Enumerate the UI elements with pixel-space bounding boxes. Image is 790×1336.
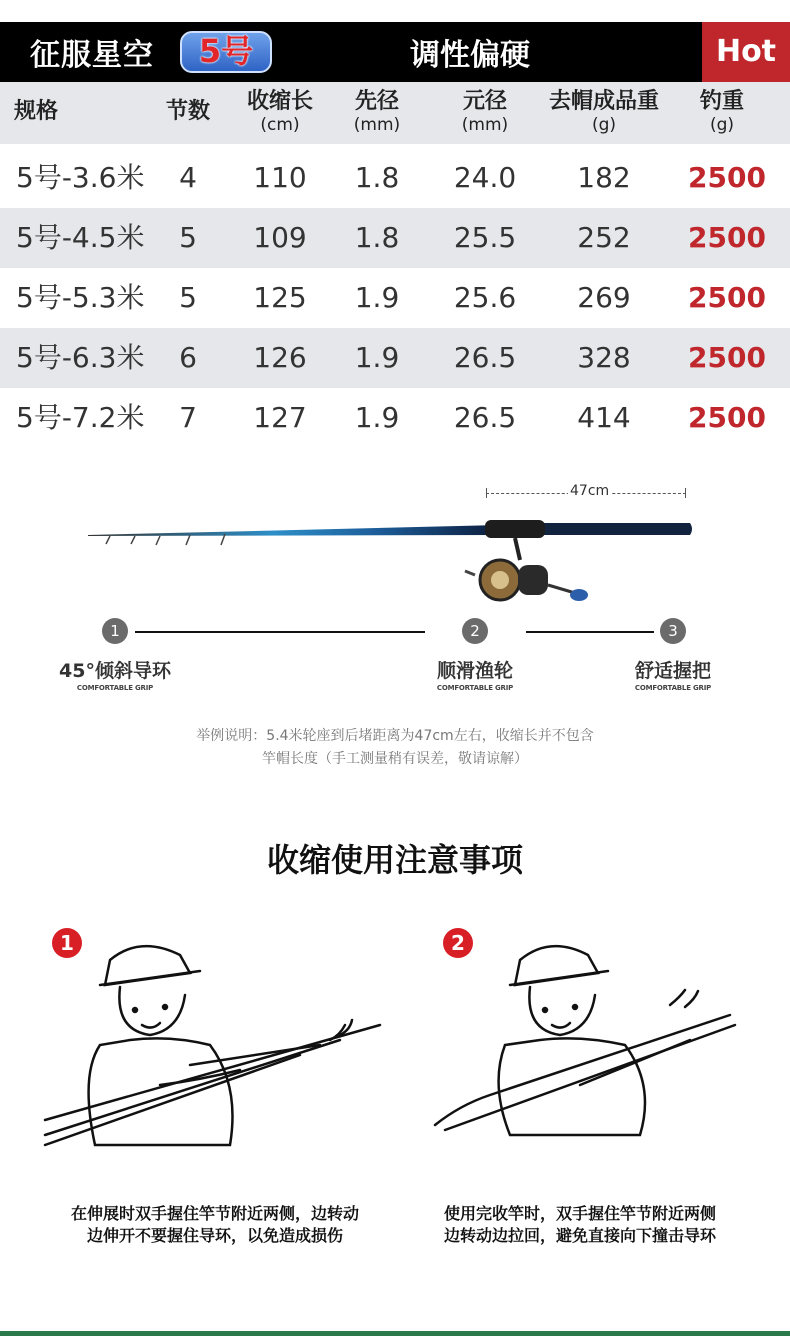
cell-sections: 5	[179, 281, 197, 314]
cell-butt: 25.6	[453, 281, 517, 314]
cell-sections: 6	[179, 341, 197, 374]
cell-spec: 5号-6.3米	[16, 341, 145, 374]
cell-load: 2500	[688, 221, 766, 254]
cell-weight: 328	[577, 341, 631, 374]
col-header-sections: 节数	[165, 99, 210, 124]
step-badge-2: 2	[443, 928, 473, 958]
step-badge-1: 1	[52, 928, 82, 958]
illustration-retracting-rod	[430, 935, 750, 1160]
table-row	[0, 208, 790, 268]
cell-tip: 1.9	[354, 281, 400, 314]
feature-handle: 舒适握把 COMFORTABLE GRIP	[634, 660, 712, 692]
cell-load: 2500	[688, 341, 766, 374]
cell-load: 2500	[688, 401, 766, 434]
hot-badge	[702, 22, 790, 82]
col-header-length: 收缩长 (cm)	[246, 89, 313, 135]
model-badge	[180, 31, 272, 73]
cell-length: 109	[253, 221, 307, 254]
cell-tip: 1.9	[354, 341, 400, 374]
cell-length: 125	[253, 281, 307, 314]
cell-load: 2500	[688, 281, 766, 314]
feature-marker-2: 2	[462, 618, 488, 644]
table-row	[0, 388, 790, 448]
cell-weight: 182	[577, 161, 631, 194]
cell-butt: 26.5	[453, 341, 517, 374]
col-header-tip: 先径 (mm)	[353, 89, 401, 135]
table-row	[0, 328, 790, 388]
cell-weight: 269	[577, 281, 631, 314]
model-label: 5号	[198, 32, 254, 70]
product-title: 征服星空	[30, 38, 154, 73]
rod-illustration	[80, 505, 700, 615]
cell-spec: 5号-3.6米	[16, 161, 145, 194]
measurement-note: 举例说明：5.4米轮座到后堵距离为47cm左右，收缩长并不包含 竿帽长度（手工测量稍有误差，敬请谅解）	[196, 728, 594, 767]
feature-guide-ring: 45°倾斜导环 COMFORTABLE GRIP	[59, 660, 171, 692]
cell-sections: 4	[179, 161, 197, 194]
table-header	[0, 82, 790, 144]
cell-weight: 414	[577, 401, 631, 434]
cell-length: 127	[253, 401, 307, 434]
col-header-weight: 去帽成品重 (g)	[548, 89, 659, 135]
cell-sections: 7	[179, 401, 197, 434]
cell-tip: 1.8	[354, 221, 400, 254]
cell-butt: 24.0	[453, 161, 517, 194]
step-caption-1: 在伸展时双手握住竿节附近两侧，边转动 边伸开不要握住导环，以免造成损伤	[70, 1204, 359, 1245]
cell-tip: 1.9	[354, 401, 400, 434]
cell-spec: 5号-5.3米	[16, 281, 145, 314]
cell-spec: 5号-7.2米	[16, 401, 145, 434]
marker-line-1	[135, 631, 425, 633]
cell-butt: 26.5	[453, 401, 517, 434]
length-measure	[486, 483, 686, 500]
cell-butt: 25.5	[453, 221, 517, 254]
marker-line-2	[526, 631, 654, 633]
col-header-load: 钓重 (g)	[699, 89, 744, 135]
cell-length: 126	[253, 341, 307, 374]
cell-sections: 5	[179, 221, 197, 254]
hot-label: Hot	[715, 34, 777, 69]
cell-tip: 1.8	[354, 161, 400, 194]
col-header-butt: 元径 (mm)	[461, 89, 509, 135]
bottom-divider	[0, 1331, 790, 1336]
feature-marker-3: 3	[660, 618, 686, 644]
col-header-spec: 规格	[14, 99, 59, 124]
cell-length: 110	[253, 161, 307, 194]
feature-marker-1: 1	[102, 618, 128, 644]
cell-weight: 252	[577, 221, 631, 254]
table-row	[0, 268, 790, 328]
cell-load: 2500	[688, 161, 766, 194]
usage-title: 收缩使用注意事项	[266, 841, 523, 879]
flex-label: 调性偏硬	[410, 38, 530, 73]
feature-reel: 顺滑渔轮 COMFORTABLE GRIP	[436, 660, 514, 692]
measure-label: 47cm	[570, 483, 610, 499]
step-caption-2: 使用完收竿时，双手握住竿节附近两侧 边转动边拉回，避免直接向下撞击导环	[443, 1204, 716, 1245]
reel-icon	[465, 538, 588, 601]
table-row	[0, 148, 790, 208]
illustration-extending-rod	[40, 935, 390, 1160]
cell-spec: 5号-4.5米	[16, 221, 145, 254]
